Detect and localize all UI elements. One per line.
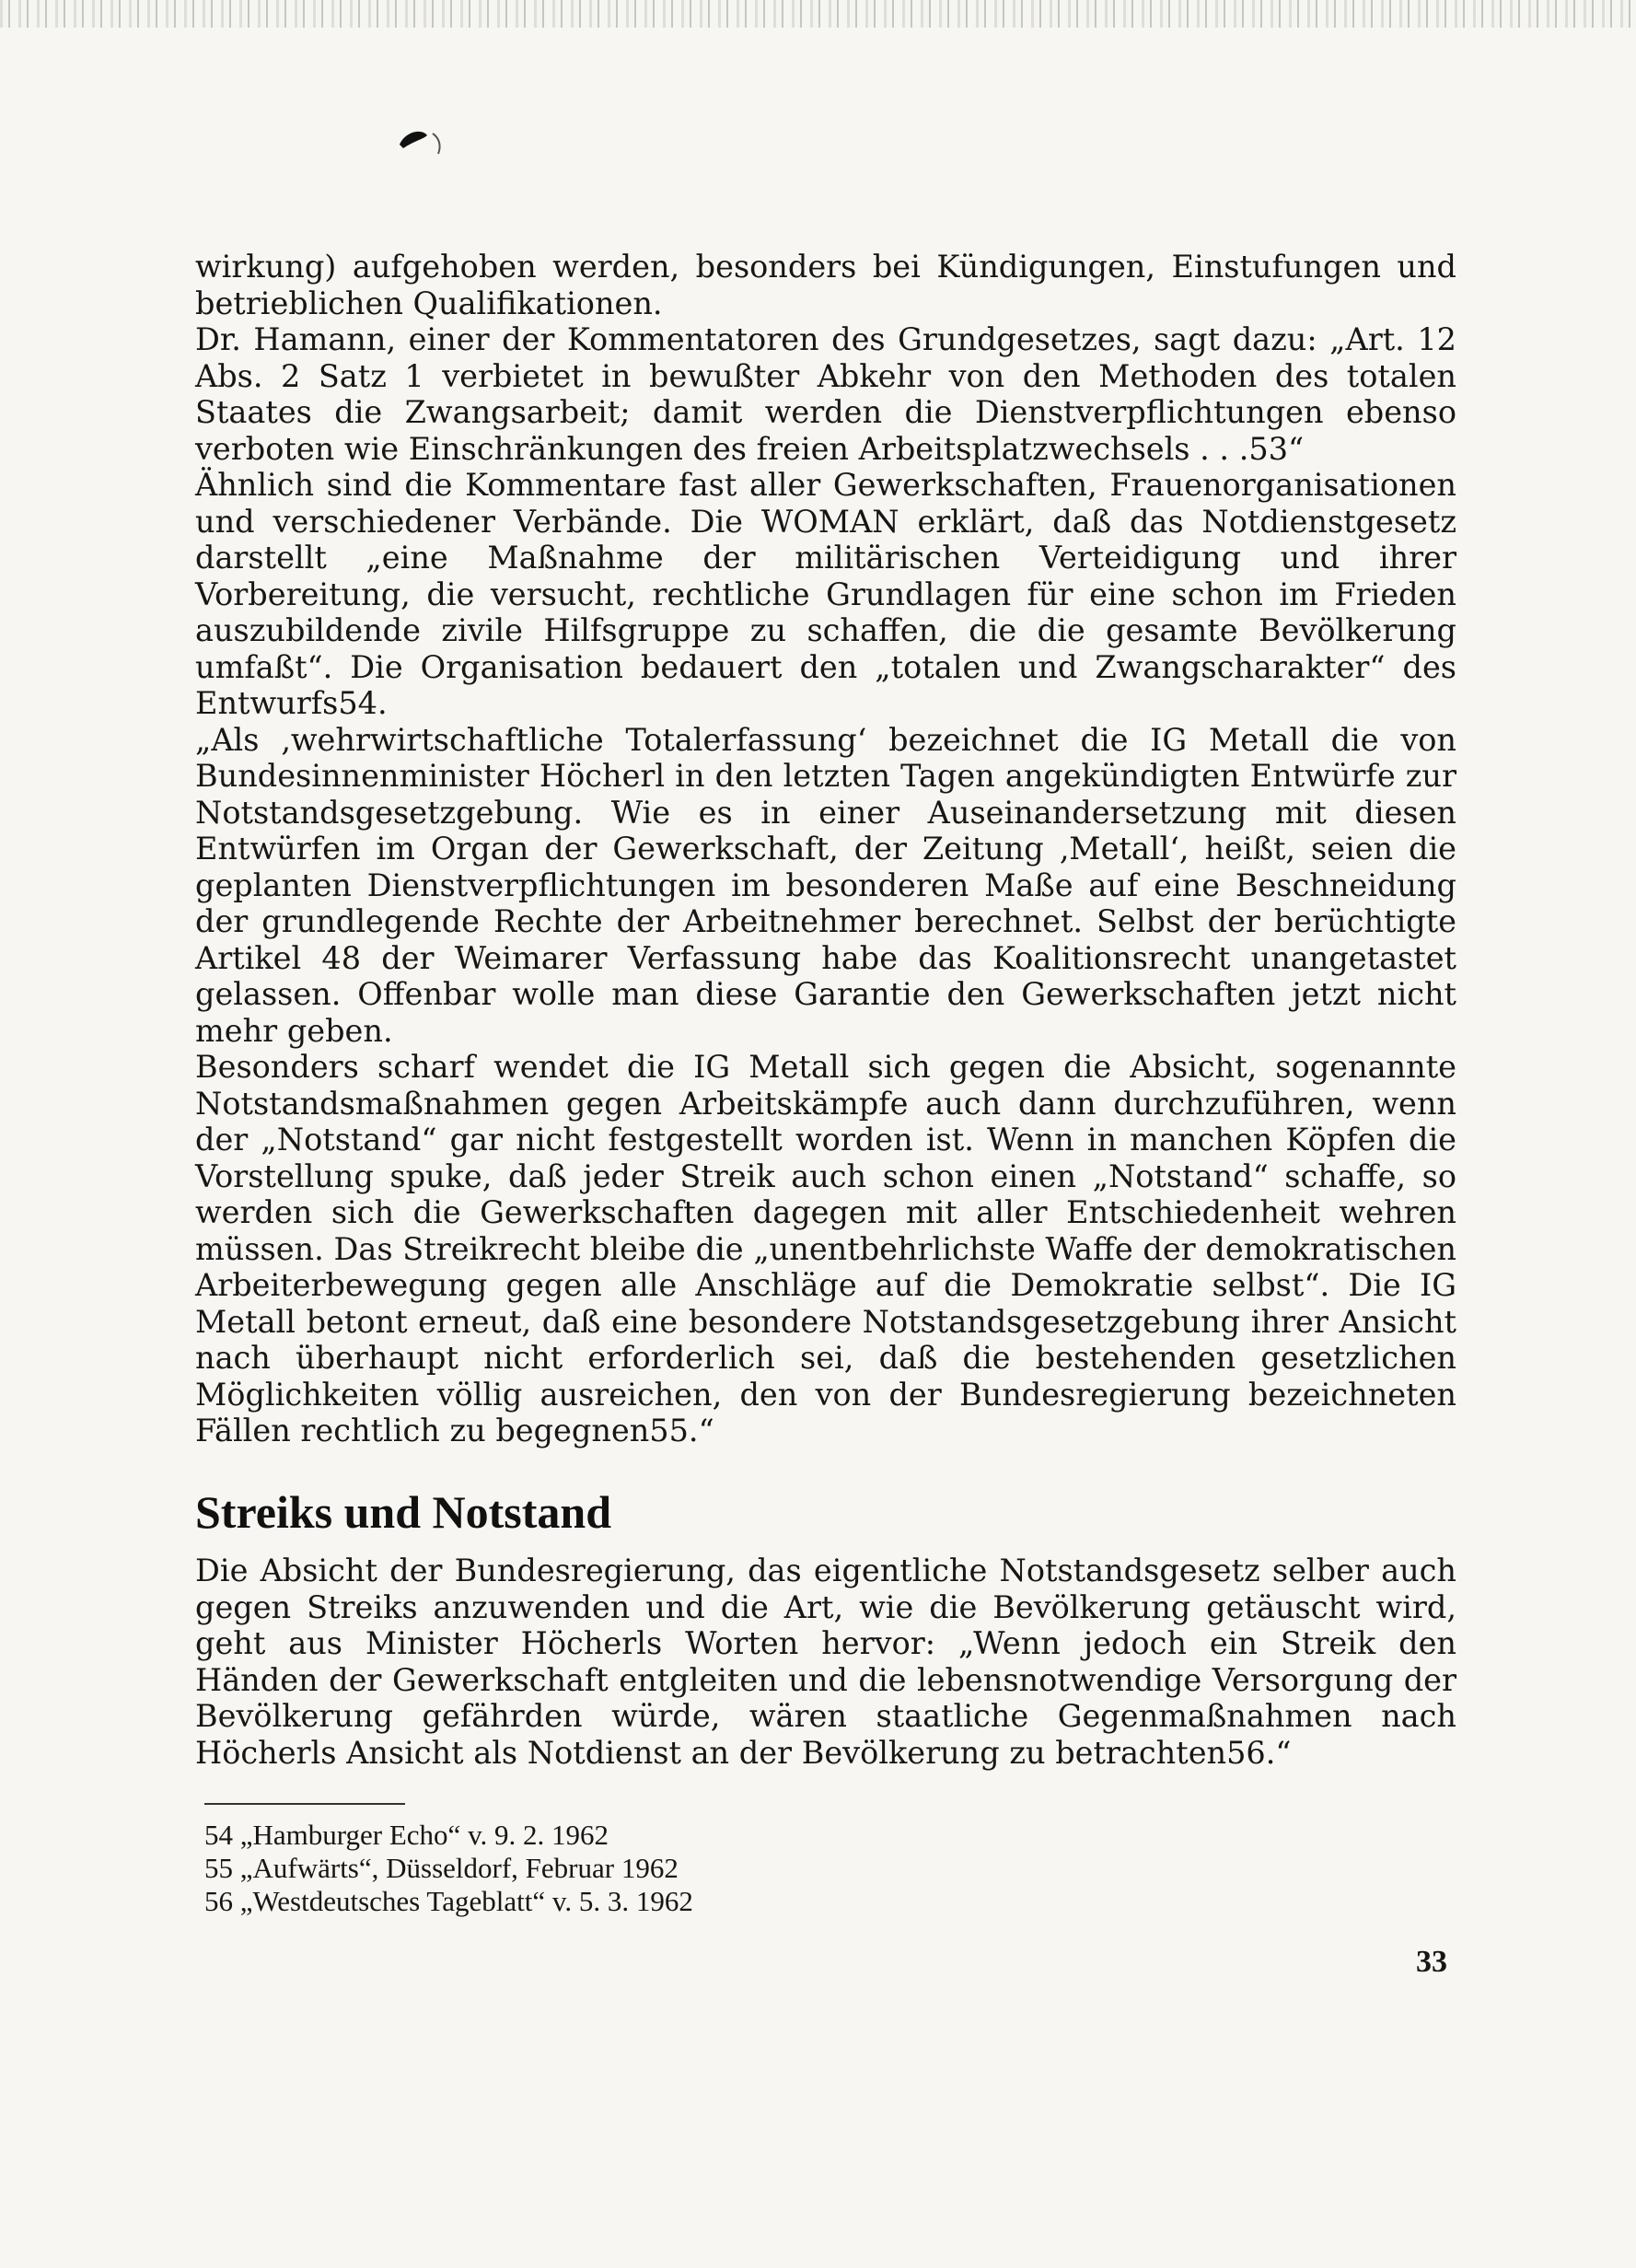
footnotes bbox=[204, 1819, 693, 1918]
footnote: 56 „Westdeutsches Tageblatt“ v. 5. 3. 1962 bbox=[204, 1885, 693, 1917]
paragraph: Die Absicht der Bundesregierung, das eigentliche Notstandsgesetz selber auch gegen Streiks anzuwenden und die Art, wie die Bevölkerung getäuscht wird, geht aus Minister Höcherls Worten hervor: „Wenn jedoch ein Streik den Händen der Gewerkschaft entgleiten und die lebensnotwendige Versorgung der Bevölkerung gefährden würde, wären staatliche Gegenmaßnahmen nach Höcherls Ansicht als Notdienst an der Bevölkerung zu betrachten56.“ bbox=[195, 1553, 1456, 1771]
paragraph: „Als ‚wehrwirtschaftliche Totalerfassung‘ bezeichnet die IG Metall die von Bundesinnenminister Höcherl in den letzten Tagen angekündigten Entwürfe zur Notstandsgesetzgebung. Wie es in einer Auseinandersetzung mit diesen Entwürfen im Organ der Gewerkschaft, der Zeitung ‚Metall‘, heißt, seien die geplanten Dienstverpflichtungen im besonderen Maße auf eine Beschneidung der grundlegende Rechte der Arbeitnehmer berechnet. Selbst der berüchtigte Artikel 48 der Weimarer Verfassung habe das Koalitionsrecht unangetastet gelassen. Offenbar wolle man diese Garantie den Gewerkschaften jetzt nicht mehr geben. bbox=[195, 721, 1456, 1049]
body-text-upper bbox=[195, 249, 1456, 1449]
scan-edge bbox=[0, 0, 1636, 28]
paragraph: Dr. Hamann, einer der Kommentatoren des Grundgesetzes, sagt dazu: „Art. 12 Abs. 2 Satz 1 verbietet in bewußter Abkehr von den Methoden des totalen Staates die Zwangsarbeit; damit werden die Dienstverpflichtungen ebenso verboten wie Einschränkungen des freien Arbeitsplatzwechsels . . .53“ bbox=[195, 321, 1456, 467]
body-text-lower bbox=[195, 1553, 1456, 1771]
paragraph: wirkung) aufgehoben werden, besonders bei Kündigungen, Einstufungen und betrieblichen Qualifikationen. bbox=[195, 249, 1456, 321]
footnote: 54 „Hamburger Echo“ v. 9. 2. 1962 bbox=[204, 1819, 609, 1851]
paragraph: Ähnlich sind die Kommentare fast aller Gewerkschaften, Frauenorganisationen und verschiedener Verbände. Die WOMAN erklärt, daß das Notdienstgesetz darstellt „eine Maßnahme der militärischen Verteidigung und ihrer Vorbereitung, die versucht, rechtliche Grundlagen für eine schon im Frieden auszubildende zivile Hilfsgruppe zu schaffen, die die gesamte Bevölkerung umfaßt“. Die Organisation bedauert den „totalen und Zwangscharakter“ des Entwurfs54. bbox=[195, 467, 1456, 721]
paragraph: Besonders scharf wendet die IG Metall sich gegen die Absicht, sogenannte Notstandsmaßnahmen gegen Arbeitskämpfe auch dann durchzuführen, wenn der „Notstand“ gar nicht festgestellt worden ist. Wenn in manchen Köpfen die Vorstellung spuke, daß jeder Streik auch schon einen „Notstand“ schaffe, so werden sich die Gewerkschaften dagegen mit aller Entschiedenheit wehren müssen. Das Streikrecht bleibe die „unentbehrlichste Waffe der demokratischen Arbeiterbewegung gegen alle Anschläge auf die Demokratie selbst“. Die IG Metall betont erneut, daß eine besondere Notstandsgesetzgebung ihrer Ansicht nach überhaupt nicht erforderlich sei, daß die bestehenden gesetzlichen Möglichkeiten völlig ausreichen, den von der Bundesregierung bezeichneten Fällen rechtlich zu begegnen55.“ bbox=[195, 1049, 1456, 1448]
page-number: 33 bbox=[1416, 1945, 1447, 1979]
footnote-divider bbox=[204, 1803, 405, 1805]
footnote: 55 „Aufwärts“, Düsseldorf, Februar 1962 bbox=[204, 1852, 679, 1884]
section-heading: Streiks und Notstand bbox=[195, 1486, 612, 1538]
ink-blot-mark bbox=[396, 124, 447, 161]
